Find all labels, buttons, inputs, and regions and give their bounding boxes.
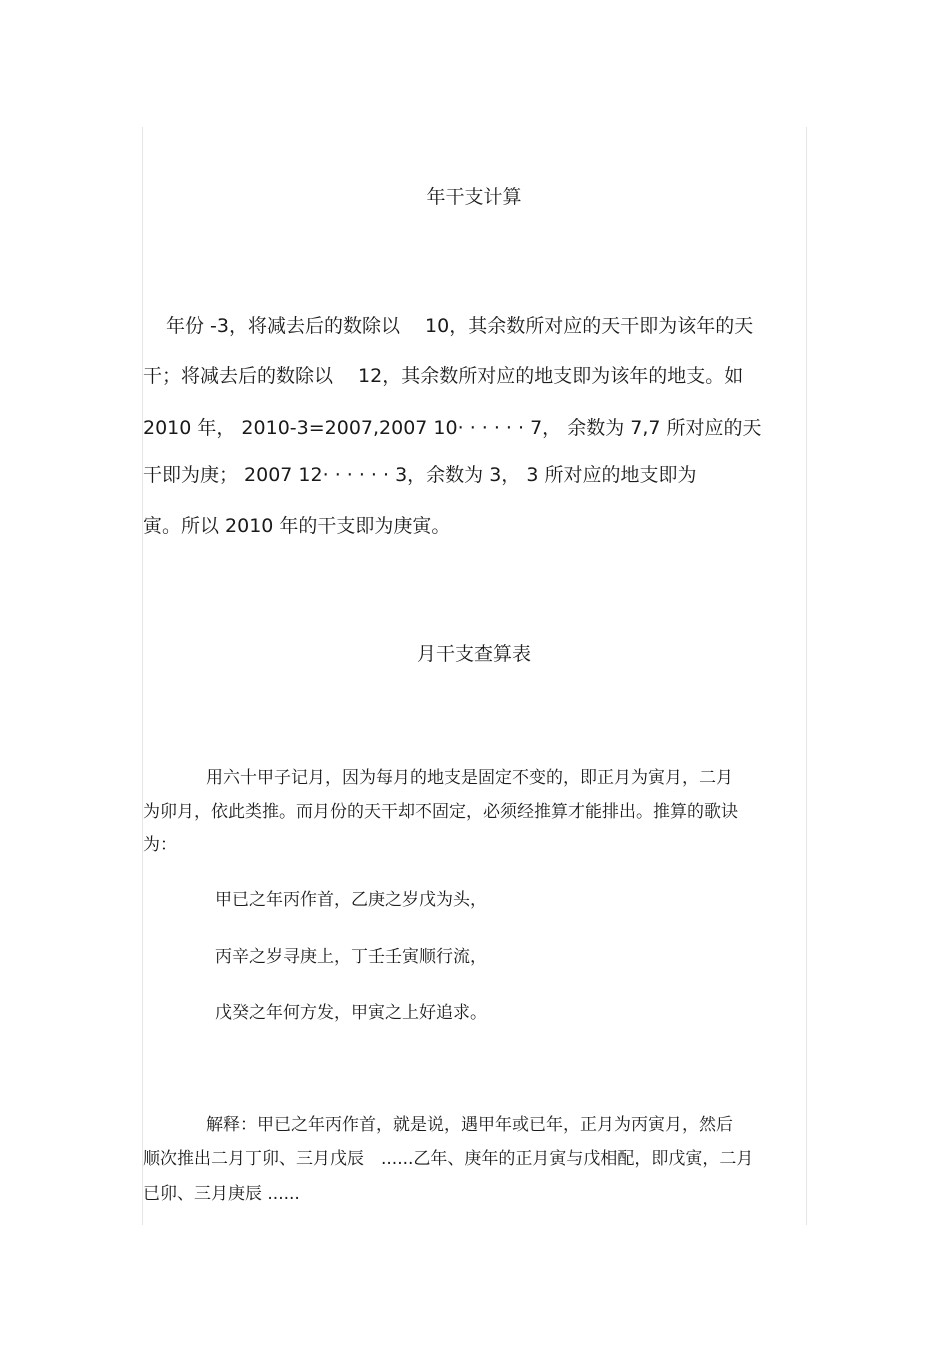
explain-line-3: 已卯、三月庚辰 ...... — [143, 1184, 300, 1204]
left-margin-rule — [142, 127, 143, 1225]
month-intro-line-3: 为： — [143, 835, 177, 855]
month-intro-line-1: 用六十甲子记月，因为每月的地支是固定不变的，即正月为寅月，二月 — [206, 768, 733, 788]
year-paragraph-line-4: 干即为庚； 2007 12· · · · · · 3，余数为 3， 3 所对应的地支即为 — [143, 464, 697, 486]
right-margin-rule — [806, 127, 807, 1225]
year-paragraph-line-1: 年份 -3，将减去后的数除以 10，其余数所对应的天干即为该年的天 — [166, 315, 754, 337]
year-paragraph-line-3: 2010 年， 2010-3=2007,2007 10· · · · · · 7， 余数为 7,7 所对应的天 — [143, 417, 762, 439]
year-section-title: 年干支计算 — [426, 186, 522, 208]
month-intro-line-2: 为卯月，依此类推。而月份的天干却不固定，必须经推算才能排出。推算的歌诀 — [143, 802, 738, 822]
explain-line-1: 解释：甲已之年丙作首，就是说，遇甲年或已年，正月为丙寅月，然后 — [206, 1115, 733, 1135]
year-paragraph-line-2: 干；将减去后的数除以 12，其余数所对应的地支即为该年的地支。如 — [143, 365, 744, 387]
verse-line-2: 丙辛之岁寻庚上，丁壬壬寅顺行流， — [215, 947, 487, 967]
year-paragraph-line-5: 寅。所以 2010 年的干支即为庚寅。 — [143, 515, 451, 537]
verse-line-3: 戊癸之年何方发，甲寅之上好追求。 — [215, 1003, 487, 1023]
verse-line-1: 甲已之年丙作首，乙庚之岁戊为头， — [215, 890, 487, 910]
month-section-title: 月干支查算表 — [416, 643, 531, 665]
explain-line-2: 顺次推出二月丁卯、三月戊辰 ......乙年、庚年的正月寅与戊相配，即戊寅，二月 — [143, 1149, 754, 1169]
